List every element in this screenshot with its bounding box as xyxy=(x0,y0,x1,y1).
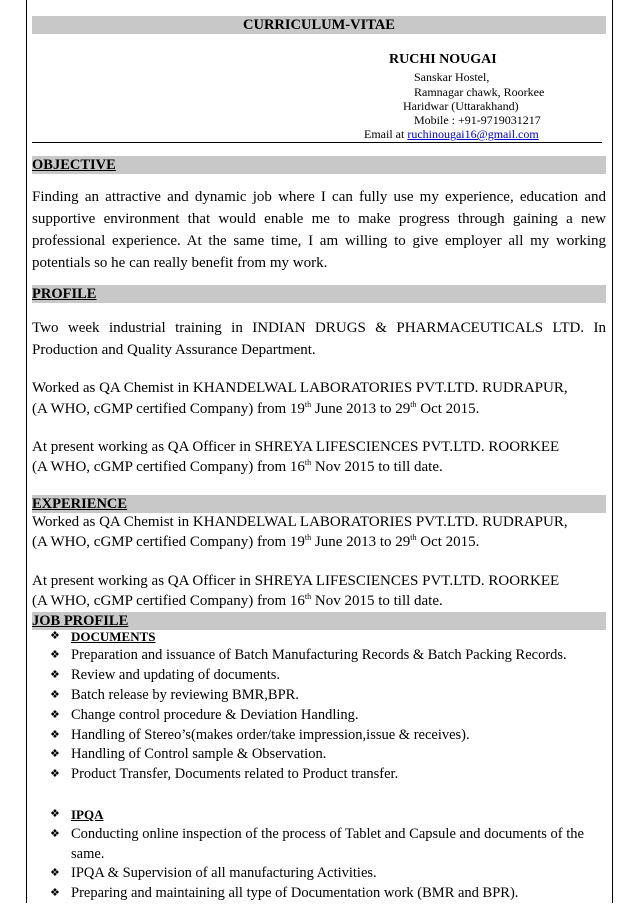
bullet-icon: ❖ xyxy=(50,828,60,840)
bullet-icon: ❖ xyxy=(50,887,60,899)
experience-job1-line1: Worked as QA Chemist in KHANDELWAL LABORATORIES PVT.LTD. RUDRAPUR, xyxy=(32,514,568,530)
bullet-icon: ❖ xyxy=(50,630,60,642)
right-border xyxy=(612,0,613,903)
bullet-icon: ❖ xyxy=(50,669,60,681)
job-profile-heading: JOB PROFILE xyxy=(32,612,606,630)
objective-heading: OBJECTIVE xyxy=(32,156,606,174)
profile-training: Two week industrial training in INDIAN DRUGS & PHARMACEUTICALS LTD. In Production and Quality Assurance Department. xyxy=(32,320,606,358)
mobile-number: Mobile : +91-9719031217 xyxy=(414,113,541,127)
experience-job1-line2: (A WHO, cGMP certified Company) from 19th June 2013 to 29th Oct 2015. xyxy=(32,533,480,550)
bullet-icon: ❖ xyxy=(50,867,60,879)
header-rule xyxy=(32,142,602,143)
objective-text: Finding an attractive and dynamic job where I can fully use my experience, education and supportive environment that would enable me to make progress through gaining a new professional experience. At the same time, I am willing to give employer all my working potentials so he can really benefit from my work. xyxy=(32,189,606,271)
address-line-2: Ramnagar chawk, Roorkee xyxy=(414,85,545,99)
email-line xyxy=(364,127,539,142)
document-title: CURRICULUM-VITAE xyxy=(32,16,606,34)
email-link[interactable]: ruchinougai16@gmail.com xyxy=(407,127,539,141)
bullet-icon: ❖ xyxy=(50,649,60,661)
bullet-icon: ❖ xyxy=(50,729,60,741)
profile-heading: PROFILE xyxy=(32,285,606,303)
profile-job1-line2: (A WHO, cGMP certified Company) from 19th June 2013 to 29th Oct 2015. xyxy=(32,400,480,417)
bullet-icon: ❖ xyxy=(50,689,60,701)
resume-page: CURRICULUM-VITAE RUCHI NOUGAI Sanskar Hostel, Ramnagar chawk, Roorkee Haridwar (Uttarakhand) Mobile : +91-9719031217 Email at ruchinougai16@gmail.com OBJECTIVE Finding an attractive and dynamic job where I can fully use my experience, education and supportive environment that would enable me to make progress through gaining a new professional experience. At the same time, I am willing to give employer all my working potentials so he can really benefit from my work. PROFILE Two week industrial training in INDIAN DRUGS & PHARMACEUTICALS LTD. In Production and Quality Assurance Department. Worked as QA Chemist in KHANDELWAL LABORATORIES PVT.LTD. RUDRAPUR, (A WHO, cGMP certified Company) from 19th June 2013 to 29th Oct 2015. At present working as QA Officer in SHREYA LIFESCIENCES PVT.LTD. ROORKEE (A WHO, cGMP certified Company) from 16th Nov 2015 to till date. EXPERIENCE Worked as QA Chemist in KHANDELWAL LABORATORIES PVT.LTD. RUDRAPUR, (A WHO, cGMP certified Company) from 19th June 2013 to 29th Oct 2015. At present working as QA Officer in SHREYA LIFESCIENCES PVT.LTD. ROORKEE (A WHO, cGMP certified Company) from 16th Nov 2015 to till date. JOB PROFILE ❖ DOCUMENTS ❖ Preparation and issuance of Batch Manufacturing Records & Batch Packing Records. ❖ Review and updating of documents. ❖ Batch release by reviewing BMR,BPR. ❖ Change control procedure & Deviation Handling. ❖ Handling of Stereo’s(makes order/take impression,issue & receives). ❖ Handling of Control sample & Observation. ❖ Product Transfer, Documents related to Product transfer. ❖ IPQA ❖ Conducting online inspection of the process of Tablet and Capsule and documents of the same. ❖ IPQA & Supervision of all manufacturing Activities. ❖ Preparing and maintaining all type of Documentation work (BMR and BPR). xyxy=(0,0,638,903)
left-border xyxy=(26,0,27,903)
profile-job2-line2: (A WHO, cGMP certified Company) from 16th Nov 2015 to till date. xyxy=(32,458,443,475)
bullet-icon: ❖ xyxy=(50,808,60,820)
experience-job2-line2: (A WHO, cGMP certified Company) from 16th Nov 2015 to till date. xyxy=(32,592,443,609)
profile-job1-line1: Worked as QA Chemist in KHANDELWAL LABORATORIES PVT.LTD. RUDRAPUR, xyxy=(32,380,568,396)
profile-job2-line1: At present working as QA Officer in SHREYA LIFESCIENCES PVT.LTD. ROORKEE xyxy=(32,439,560,455)
bullet-icon: ❖ xyxy=(50,709,60,721)
email-label: Email at xyxy=(364,127,408,141)
address-line-3: Haridwar (Uttarakhand) xyxy=(403,99,519,113)
candidate-name: RUCHI NOUGAI xyxy=(389,52,497,67)
experience-heading: EXPERIENCE xyxy=(32,495,606,513)
experience-job2-line1: At present working as QA Officer in SHREYA LIFESCIENCES PVT.LTD. ROORKEE xyxy=(32,573,560,589)
bullet-icon: ❖ xyxy=(50,748,60,760)
bullet-icon: ❖ xyxy=(50,768,60,780)
address-line-1: Sanskar Hostel, xyxy=(414,70,490,84)
